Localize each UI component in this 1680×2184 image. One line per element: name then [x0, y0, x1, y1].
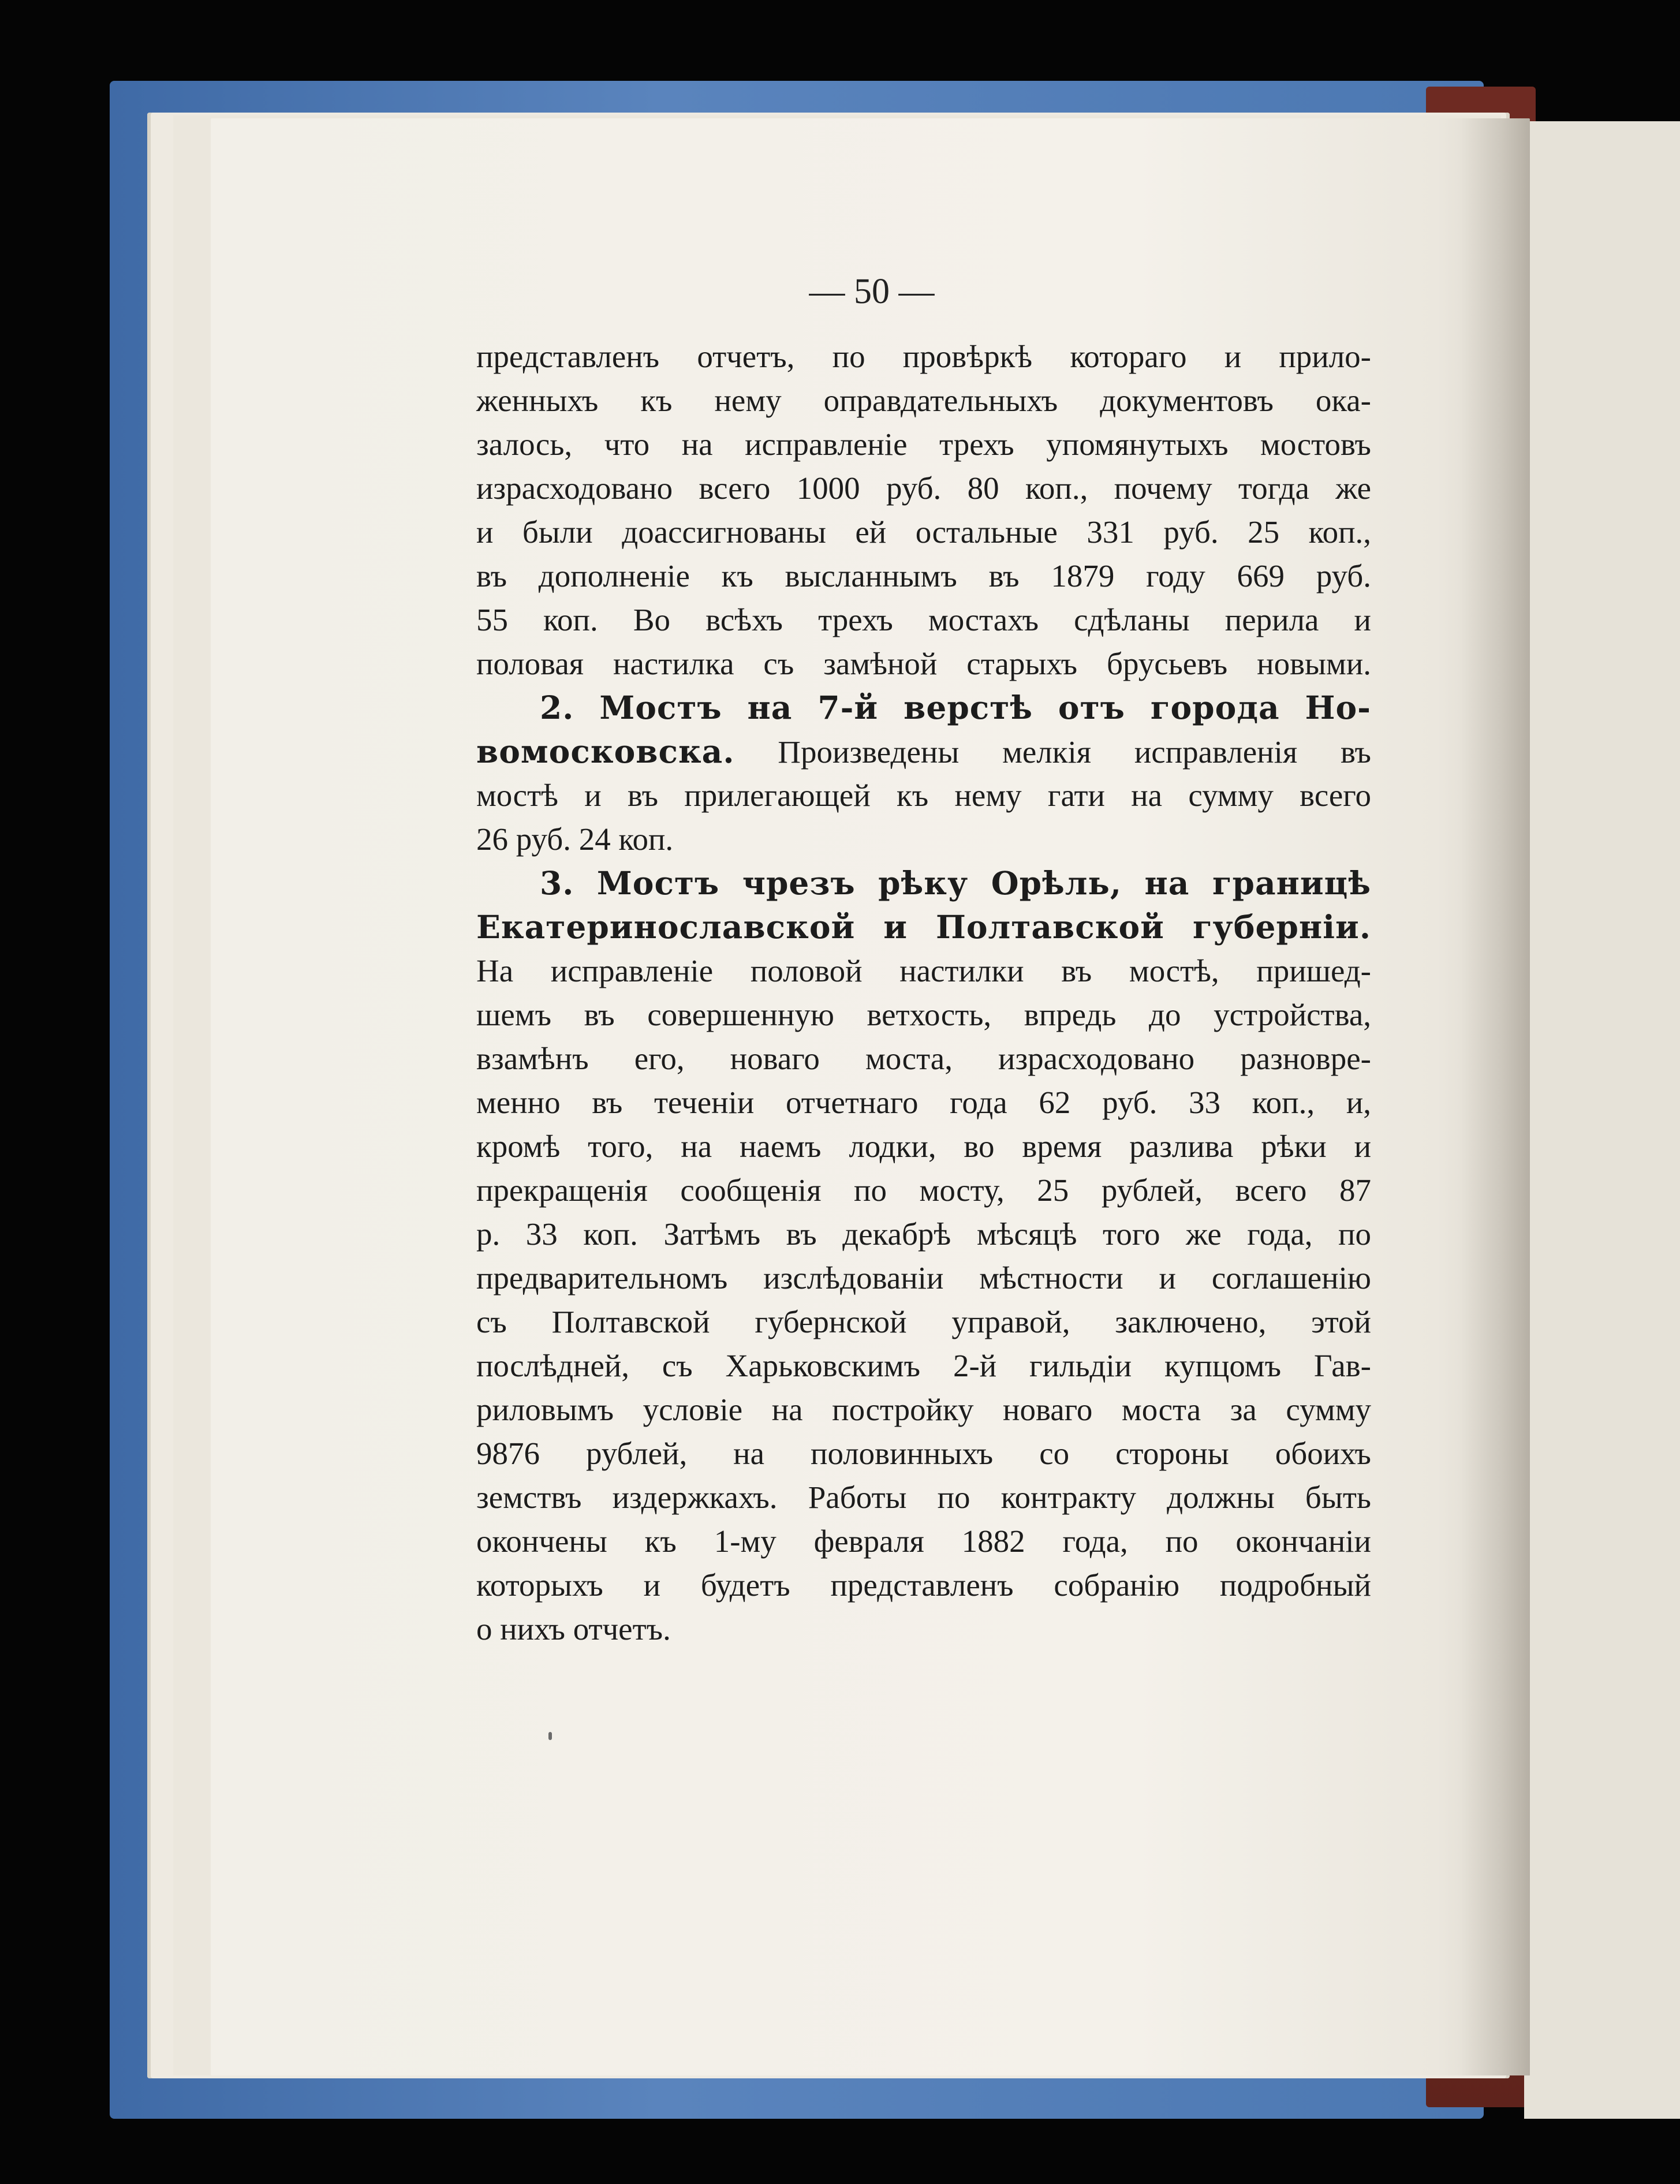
text-line: послѣдней, съ Харьковскимъ 2-й гильдіи купцомъ Гав-	[476, 1348, 1371, 1383]
text-line: предварительномъ изслѣдованіи мѣстности и соглашенію	[476, 1260, 1371, 1296]
section-3-heading: 3. Мостъ чрезъ рѣку Орѣль, на границѣ	[540, 864, 1371, 902]
text-line: шемъ въ совершенную ветхость, впредь до устройства,	[476, 997, 1371, 1032]
text-line: На исправленіе половой настилки въ мостѣ, пришед-	[476, 953, 1371, 988]
text-line: менно въ теченіи отчетнаго года 62 руб. 33 коп., и,	[476, 1085, 1371, 1120]
text-line: окончены къ 1-му февраля 1882 года, по окончаніи	[476, 1524, 1371, 1559]
page-number: — 50 —	[809, 272, 935, 311]
text-line: представленъ отчетъ, по провѣркѣ котораго и прило-	[476, 339, 1371, 374]
text-line: риловымъ условіе на постройку новаго моста за сумму	[476, 1392, 1371, 1427]
text-line: половая настилка съ замѣной старыхъ брусьевъ новыми.	[476, 646, 1371, 681]
text-line: взамѣнъ его, новаго моста, израсходовано разновре-	[476, 1041, 1371, 1076]
section-2-heading-cont: вомосковска.	[476, 733, 735, 770]
text-line: женныхъ къ нему оправдательныхъ документовъ ока-	[476, 383, 1371, 418]
text-line: 9876 рублей, на половинныхъ со стороны обоихъ	[476, 1436, 1371, 1471]
text-line: и были доассигнованы ей остальные 331 руб. 25 коп.,	[476, 514, 1371, 550]
facing-page-edge	[1524, 121, 1680, 2119]
section-2-line	[476, 730, 1371, 774]
text-line: 26 руб. 24 коп.	[476, 822, 674, 857]
section-2-text: Произведены мелкія исправленія въ	[778, 734, 1371, 770]
section-2-heading: 2. Мостъ на 7-й верстѣ отъ города Но-	[540, 689, 1371, 726]
text-line: израсходовано всего 1000 руб. 80 коп., почему тогда же	[476, 471, 1371, 506]
text-line: мостѣ и въ прилегающей къ нему гати на сумму всего	[476, 778, 1371, 813]
gutter-shadow	[1461, 118, 1530, 2075]
text-line: 55 коп. Во всѣхъ трехъ мостахъ сдѣланы перила и	[476, 602, 1371, 637]
body-text	[476, 335, 1371, 1651]
text-line: въ дополненіе къ высланнымъ въ 1879 году 669 руб.	[476, 558, 1371, 593]
ink-speck	[548, 1732, 552, 1740]
text-line: прекращенія сообщенія по мосту, 25 рублей, всего 87	[476, 1173, 1371, 1208]
text-line: р. 33 коп. Затѣмъ въ декабрѣ мѣсяцѣ того же года, по	[476, 1216, 1371, 1252]
text-line: залось, что на исправленіе трехъ упомянутыхъ мостовъ	[476, 427, 1371, 462]
text-line: о нихъ отчетъ.	[476, 1611, 671, 1647]
text-line: кромѣ того, на наемъ лодки, во время разлива рѣки и	[476, 1129, 1371, 1164]
text-line: которыхъ и будетъ представленъ собранію подробный	[476, 1567, 1371, 1603]
text-line: земствъ издержкахъ. Работы по контракту должны быть	[476, 1480, 1371, 1515]
section-3-heading-cont: Екатеринославской и Полтавской губерніи.	[476, 908, 1371, 946]
text-line: съ Полтавской губернской управой, заключено, этой	[476, 1304, 1371, 1339]
